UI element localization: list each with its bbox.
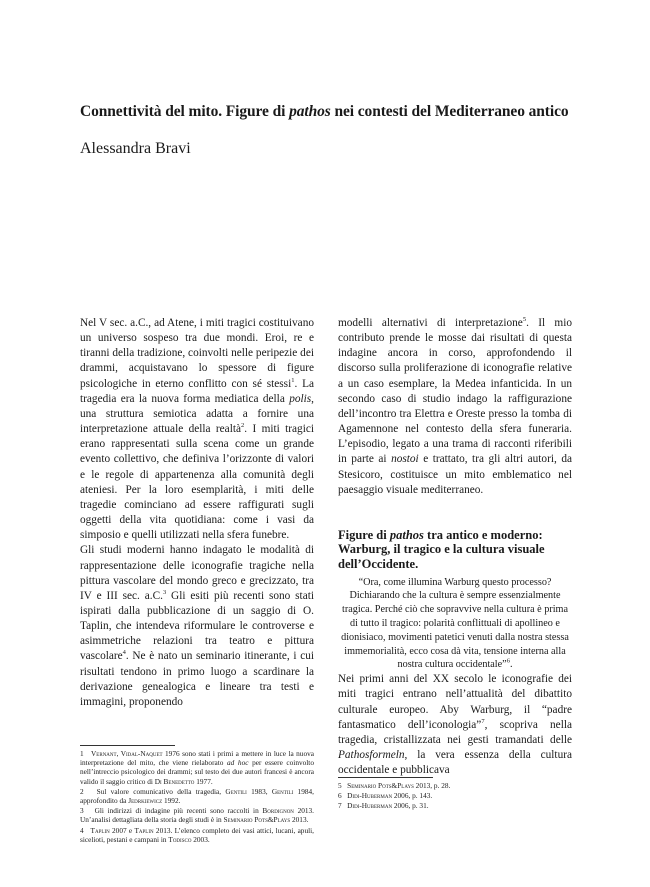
footnote-ref: 3 [162,589,167,597]
citation-author: Seminario Pots&Plays [347,781,414,790]
italic-term: ad hoc [227,758,249,768]
citation-author: Didi-Huberman [347,801,393,811]
footnote-text: 2006, p. 143. [392,791,433,801]
article-title [80,103,600,121]
footnote-divider [80,745,175,746]
footnote [80,749,314,786]
footnote-ref: 7 [481,717,485,725]
heading-emphasis: pathos [389,527,424,542]
paragraph [80,316,314,543]
paragraph-text: Nel V sec. a.C., ad Atene, i miti tragici costituivano un universo sospeso tra due mondi. Eroi, re e tiranni della tradizione, coinvolti nelle peripezie dei drammi, acquistavano lo spessore di figure psicologiche in eterno conflitto con sé stessi [80,317,314,390]
footnote-number: 3 [80,806,84,816]
section-heading [338,528,572,572]
footnote [80,826,314,844]
footnote-text: Sul valore comunicativo della tragedia, [96,786,226,796]
paragraph-text: Gli esiti più recenti sono stati ispirati dalla pubblicazione di un saggio di O. Taplin, che intendeva riformulare le controverse e asimmetriche relazioni tra teatro e pittura vascolare [80,589,314,663]
title-text: Connettività del mito. Figure di [80,103,290,120]
paragraph-text: . Il mio contributo prende le mosse dai risultati di questa indagine ancora in corso, approfondendo il discorso sulla proliferazione di iconografie relative a un caso esemplare, la Medea infanticida. In un secondo caso di studio indago la raffigurazione dell’incontro tra Elettra e Oreste presso la tomba di Agamennone nel contesto della sfera funeraria. L’episodio, legato a una trama di racconti riferibili in parte ai [338,317,573,466]
citation-author: Taplin [90,825,110,835]
footnote-number: 5 [338,781,342,790]
footnote-number: 2 [80,786,84,796]
quote-text: “Ora, come illumina Warburg questo processo? Dichiarando che la cultura è sempre essenzialmente tragica. Perché ciò che sopravvive nella cultura è prima di tutto il tragico: polarità conflittuali di apollineo e dionisiaco, movimenti patetici venuti dalla nostra stessa immemorialità, ecco cosa dà vita, tensione interna alla nostra cultura occidentale” [341,576,569,671]
footnote-divider [338,777,433,778]
paragraph-text: , la vera essenza della cultura occidentale e pubblicava [338,749,572,777]
title-emphasis: pathos [289,103,331,120]
citation-author: Vernant, Vidal-Naquet [91,749,163,758]
footnote-text: 1984, approfondito da [80,786,314,806]
citation-author: Bordignon [262,806,294,816]
footnote-text: 1983, [246,786,272,796]
paragraph [80,543,314,710]
paragraph-text: e trattato, tra gli altri autori, da Stesicoro, costituisce un mito emblematico nel paesaggio visuale mediterraneo. [338,453,572,496]
paragraph-text: , una struttura semiotica adatta a fornire una interpretazione attuale della realtà [80,392,314,436]
footnote-text: 2013. [290,815,309,825]
footnote [80,787,314,805]
footnote-text: 1977. [194,776,213,786]
footnote [338,801,572,810]
citation-author: Todisco [168,834,192,844]
author-name: Alessandra Bravi [80,140,191,157]
footnote-text: Gli indirizzi di indagine più recenti sono raccolti in [94,806,263,816]
citation-author: Jedrkiewicz [128,796,163,806]
footnote-number: 1 [80,749,84,758]
paragraph-text: . I miti tragici erano rappresentati sulla scena come un grande evento collettivo, che definiva l’orizzonte di valori e le regole di appartenenza alla comunità degli ateniesi. Per la loro esemplarità, i miti delle tragedie cominciano ad essere raffigurati sugli oggetti della vita quotidiana: come i vasi da simposio e quelli utilizzati nella sfera funebre. [80,423,314,542]
right-footnotes [338,777,572,812]
footnote-text: 2013. L’elenco completo dei vasi attici, lucani, apuli, sicelioti, pestani e campani in [80,825,314,844]
heading-text: tra antico e moderno: Warburg, il tragico e la cultura visuale dell’Occidente. [338,527,545,572]
footnote-text: per essere coinvolto nell’intreccio psicologico dei drammi; sul testo dei due autori francesi è ancora valido il saggio critico di [80,758,314,786]
footnote-ref: 2 [241,422,245,430]
footnote-text: 1992. [162,796,181,806]
paragraph [338,316,572,498]
footnote-text: 2003. [191,834,210,844]
footnote [80,806,314,824]
title-text-end: nei contesti del Mediterraneo antico [330,103,569,120]
footnote-text: 1976 sono stati i primi a mettere in luce la nuova interpretazione del mito, che viene rielaborato [80,749,314,768]
citation-author: Taplin [134,825,154,835]
heading-text: Figure di [338,527,390,542]
left-footnotes [80,745,314,845]
paragraph-text: Nei primi anni del XX secolo le iconografie dei miti tragici entrano nell’attualità del dibattito culturale europeo. Aby Warburg, il “padre fantasmatico dell’iconologia” [338,673,572,731]
paragraph-text: modelli alternativi di interpretazione [338,317,523,329]
italic-term: polis [289,392,312,405]
citation-author: Seminario Pots&Plays [223,815,291,825]
citation-author: Gentili [271,786,294,796]
paragraph-text: . La tragedia era la nuova forma mediatica della [80,377,314,405]
footnote-ref: 6 [506,658,510,666]
paragraph [338,672,572,778]
footnote-ref: 5 [522,316,527,324]
italic-term: nostoi [391,453,419,466]
footnote-text: 2007 e [109,825,135,835]
footnote [338,791,572,800]
left-column [80,316,314,710]
footnote-text: 2013. Un’analisi dettagliata della storia degli studi è in [80,806,315,825]
footnote-text: 2006, p. 31. [392,801,429,811]
footnote-number: 6 [338,791,342,801]
right-column [338,316,572,778]
citation-author: Didi-Huberman [347,791,393,801]
footnote-text: 2013, p. 28. [413,781,451,790]
footnote [338,781,572,790]
paragraph-text: Gli studi moderni hanno indagato le modalità di rappresentazione delle iconografie tragiche nella pittura vascolare del mondo greco e grecizzato, tra IV e III sec. a.C. [80,544,314,602]
footnote-ref: 1 [291,376,295,384]
block-quote: “Ora, come illumina Warburg questo processo? Dichiarando che la cultura è sempre essenzialmente tragica. Perché ciò che sopravvive nella cultura è prima di tutto il tragico: polarità conflittuali di apollineo e dionisiaco, movimenti patetici venuti dalla nostra stessa immemorialità, ecco cosa dà vita, tensione interna alla nostra cultura occidentale”$^6$. [341,576,569,671]
italic-term: Pathosformeln [338,749,405,762]
citation-author: Gentili [225,786,247,796]
footnote-ref: 4 [122,649,126,657]
footnote-number: 7 [338,801,342,811]
citation-author: Di Benedetto [154,776,195,786]
footnote-number: 4 [80,825,84,835]
paragraph-text: , scopriva nella tragedia, cristallizzata nei gesti tramandati delle [338,718,572,746]
paragraph-text: . Ne è nato un seminario itinerante, i cui risultati tendono in primo luogo a scardinare la derivazione genealogica e lineare tra testi e immagini, proponendo [80,650,314,708]
